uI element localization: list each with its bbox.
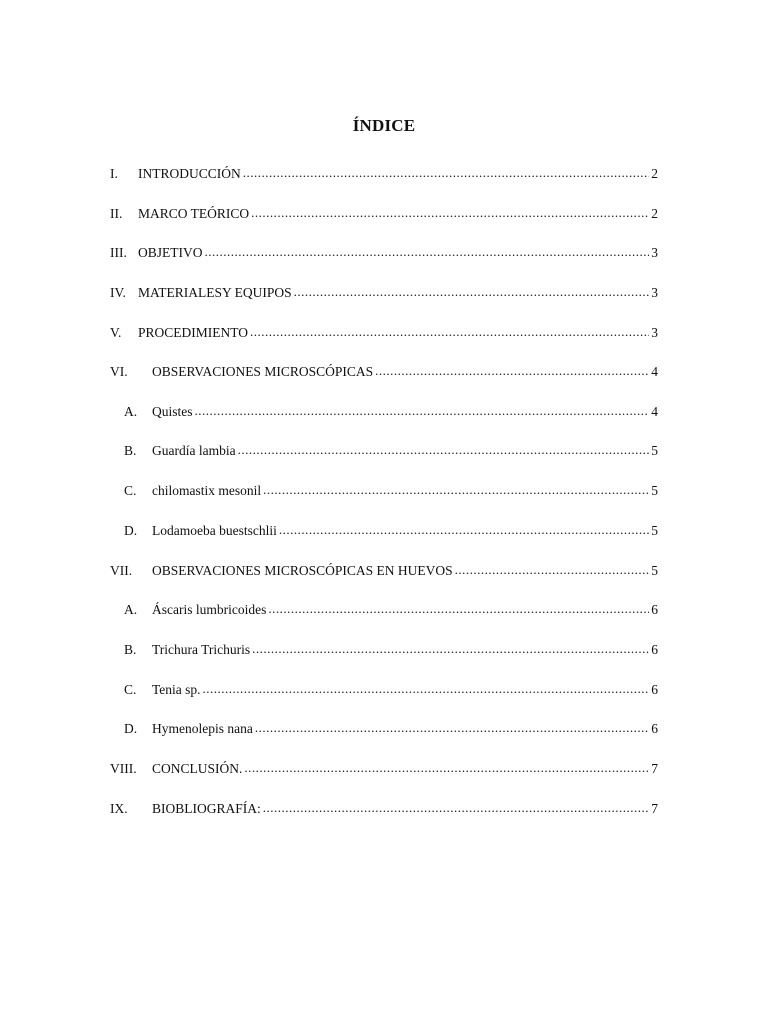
toc-entry-number: C. <box>124 682 137 697</box>
toc-entry-page: 5 <box>651 523 658 538</box>
toc-entry-number: A. <box>124 602 138 617</box>
toc-entry-page: 2 <box>651 206 658 221</box>
toc-entry-bibliografia[interactable] <box>110 800 658 818</box>
toc-entry-page: 3 <box>651 285 658 300</box>
dot-leader <box>244 759 649 777</box>
toc-entry-page: 6 <box>651 721 658 736</box>
toc-entry-number: II. <box>110 206 123 221</box>
toc-entry-page: 3 <box>651 325 658 340</box>
toc-subentry-trichura-trichuris[interactable] <box>124 641 658 659</box>
dot-leader <box>252 640 649 658</box>
toc-entry-title: PROCEDIMIENTO <box>138 325 249 340</box>
toc-entry-number: VI. <box>110 364 128 379</box>
toc-entry-title: chilomastix mesonil <box>152 483 262 498</box>
toc-subentry-ascaris-lumbricoides[interactable] <box>124 601 658 619</box>
toc-entry-page: 5 <box>651 563 658 578</box>
toc-entry-page: 6 <box>651 682 658 697</box>
toc-entry-number: IV. <box>110 285 126 300</box>
toc-entry-page: 4 <box>651 364 658 379</box>
dot-leader <box>268 600 649 618</box>
toc-entry-observaciones-huevos[interactable] <box>110 562 658 580</box>
toc-entry-page: 6 <box>651 602 658 617</box>
toc-entry-page: 2 <box>651 166 658 181</box>
toc-entry-title: Guardía lambia <box>152 443 236 458</box>
toc-entry-title: OBSERVACIONES MICROSCÓPICAS <box>152 364 374 379</box>
toc-entry-page: 5 <box>651 483 658 498</box>
toc-entry-page: 7 <box>651 761 658 776</box>
toc-entry-title: BIOBLIOGRAFÍA: <box>152 801 261 816</box>
toc-subentry-quistes[interactable] <box>124 403 658 421</box>
toc-entry-number: IX. <box>110 801 128 816</box>
toc-subentry-chilomastix-mesonil[interactable] <box>124 482 658 500</box>
toc-entry-title: Áscaris lumbricoides <box>152 602 267 617</box>
toc-entry-number: V. <box>110 325 122 340</box>
toc-entry-number: A. <box>124 404 138 419</box>
toc-entry-number: C. <box>124 483 137 498</box>
toc-entry-page: 6 <box>651 642 658 657</box>
dot-leader <box>205 243 650 261</box>
toc-entry-objetivo[interactable] <box>110 244 658 262</box>
dot-leader <box>255 719 649 737</box>
dot-leader <box>263 481 649 499</box>
toc-entry-procedimiento[interactable] <box>110 324 658 342</box>
dot-leader <box>243 164 650 182</box>
toc-entry-introduccion[interactable] <box>110 165 658 183</box>
toc-entry-page: 7 <box>651 801 658 816</box>
dot-leader <box>263 799 649 817</box>
toc-entry-number: VIII. <box>110 761 137 776</box>
dot-leader <box>375 362 649 380</box>
toc-entry-observaciones-microscopicas[interactable] <box>110 363 658 381</box>
dot-leader <box>294 283 650 301</box>
toc-entry-number: VII. <box>110 563 133 578</box>
dot-leader <box>279 521 649 539</box>
toc-subentry-hymenolepis-nana[interactable] <box>124 720 658 738</box>
dot-leader <box>203 680 650 698</box>
dot-leader <box>455 561 650 579</box>
dot-leader <box>251 204 649 222</box>
toc-entry-title: Tenia sp. <box>152 682 201 697</box>
toc-entry-title: OBJETIVO <box>138 245 203 260</box>
dot-leader <box>238 441 650 459</box>
toc-entry-number: D. <box>124 721 138 736</box>
toc-entry-title: MARCO TEÓRICO <box>138 206 250 221</box>
toc-entry-conclusion[interactable] <box>110 760 658 778</box>
dot-leader <box>250 323 649 341</box>
toc-entry-title: OBSERVACIONES MICROSCÓPICAS EN HUEVOS <box>152 563 453 578</box>
toc-entry-number: B. <box>124 443 137 458</box>
toc-entry-page: 5 <box>651 443 658 458</box>
toc-subentry-lodamoeba-buestschlii[interactable] <box>124 522 658 540</box>
toc-entry-title: MATERIALESY EQUIPOS <box>138 285 292 300</box>
toc-entry-page: 4 <box>651 404 658 419</box>
toc-entry-title: Lodamoeba buestschlii <box>152 523 277 538</box>
toc-entry-number: I. <box>110 166 118 181</box>
toc-entry-title: Hymenolepis nana <box>152 721 253 736</box>
toc-subentry-guardia-lambia[interactable] <box>124 442 658 460</box>
toc-subentry-tenia-sp[interactable] <box>124 681 658 699</box>
toc-entry-marco-teorico[interactable] <box>110 205 658 223</box>
toc-entry-materiales-y-equipos[interactable] <box>110 284 658 302</box>
toc-entry-number: B. <box>124 642 137 657</box>
toc-entry-title: CONCLUSIÓN. <box>152 761 243 776</box>
toc-entry-page: 3 <box>651 245 658 260</box>
toc-entry-title: Quistes <box>152 404 193 419</box>
dot-leader <box>195 402 650 420</box>
toc-entry-title: INTRODUCCIÓN <box>138 166 241 181</box>
toc-entry-title: Trichura Trichuris <box>152 642 251 657</box>
toc-entry-number: III. <box>110 245 127 260</box>
page-title: ÍNDICE <box>352 116 416 135</box>
toc-entry-number: D. <box>124 523 138 538</box>
